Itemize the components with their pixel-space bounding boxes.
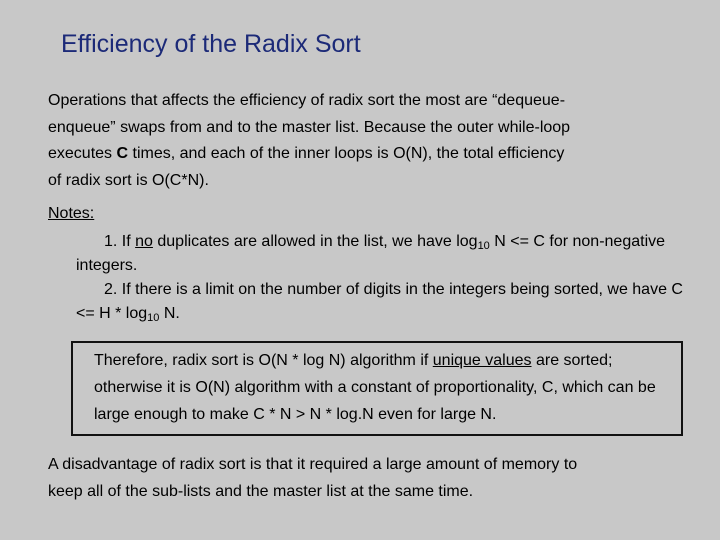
- note-1-suffix: N <= C for non-negative integers.: [76, 233, 666, 274]
- note-2-subscript: 10: [147, 312, 160, 324]
- note-1: [76, 230, 696, 278]
- disadvantage-paragraph: [48, 452, 678, 505]
- intro-line-3-prefix: executes: [48, 145, 117, 162]
- conclusion-text: [94, 347, 684, 428]
- intro-line-1: Operations that affects the efficiency of radix sort the most are “dequeue-: [48, 92, 566, 109]
- intro-paragraph: [48, 88, 668, 194]
- intro-line-2: enqueue” swaps from and to the master list. Because the outer while-loop: [48, 118, 571, 136]
- notes-label: Notes:: [48, 205, 95, 222]
- note-1-underlined: no: [135, 233, 153, 250]
- note-1-prefix: 1. If: [104, 233, 136, 250]
- note-2: [76, 278, 696, 326]
- intro-line-3-suffix: times, and each of the inner loops is O(N), the total efficiency: [128, 145, 565, 162]
- conclusion-underlined: unique values: [432, 352, 532, 369]
- note-1-middle: duplicates are allowed in the list, we have log: [152, 233, 478, 250]
- note-2-prefix: 2. If there is a limit on the number of digits in the integers being sorted, we have C <= H * log: [76, 281, 683, 322]
- slide-title: Efficiency of the Radix Sort: [61, 30, 361, 58]
- note-2-suffix: N.: [159, 305, 180, 322]
- intro-line-4: of radix sort is O(C*N).: [48, 171, 209, 189]
- intro-c-variable: C: [116, 145, 129, 162]
- note-1-subscript: 10: [477, 240, 490, 252]
- conclusion-prefix: Therefore, radix sort is O(N * log N) algorithm if: [94, 352, 433, 369]
- disadvantage-line-1: A disadvantage of radix sort is that it required a large amount of memory to: [48, 456, 578, 473]
- disadvantage-line-2: keep all of the sub-lists and the master list at the same time.: [48, 482, 474, 500]
- conclusion-suffix: are sorted; otherwise it is O(N) algorithm with a constant of proportionality, C, which can be large enough to make C * N > N * log.N even for large N.: [94, 352, 656, 423]
